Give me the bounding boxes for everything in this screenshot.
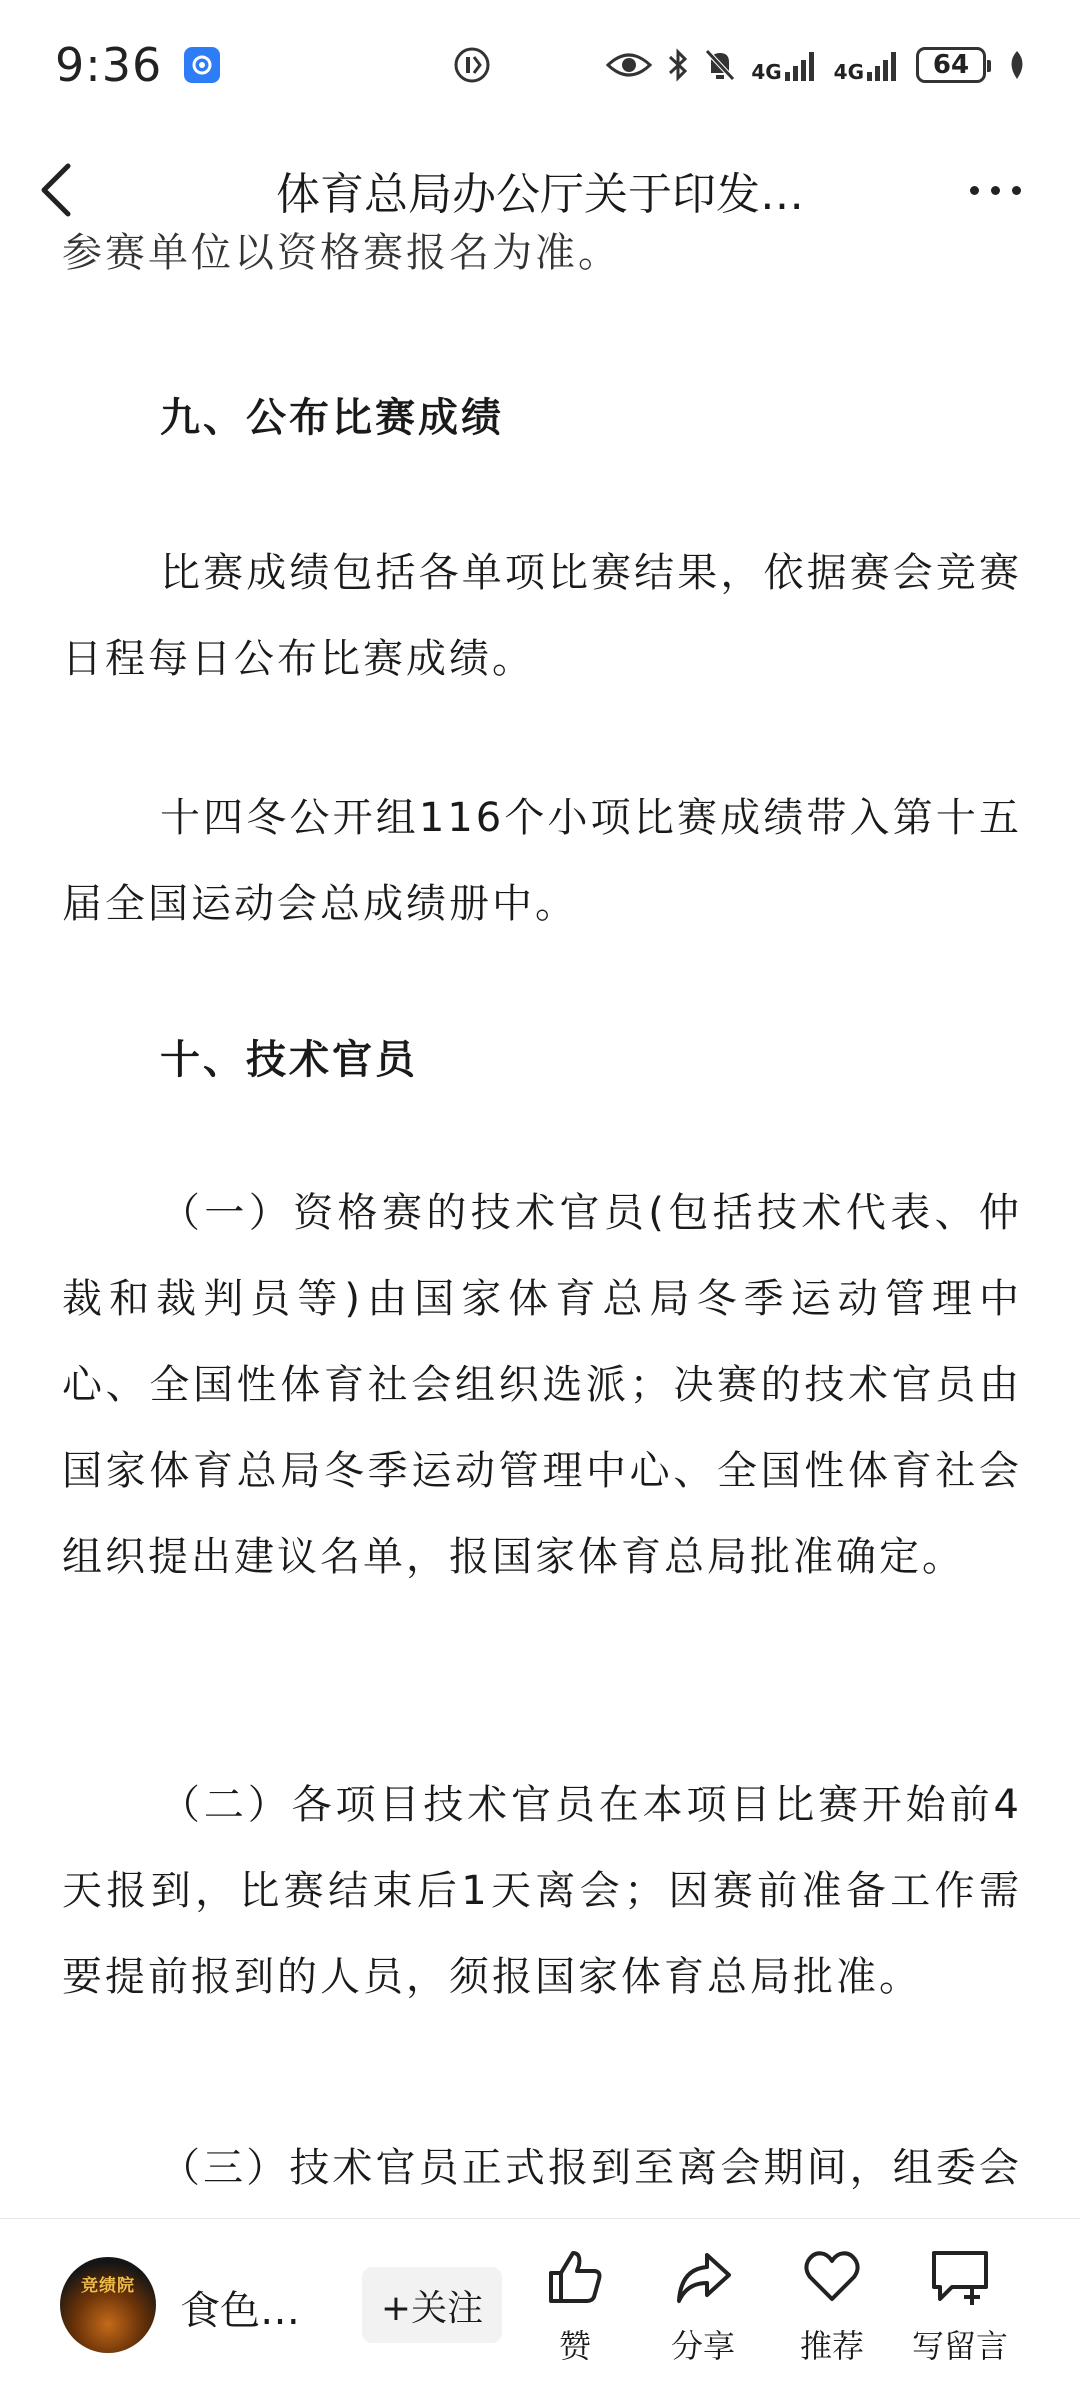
follow-button[interactable]: +关注: [362, 2267, 502, 2343]
author-avatar[interactable]: [60, 2257, 156, 2353]
comment-add-icon: [928, 2247, 992, 2307]
signal-bars-icon: [866, 48, 902, 82]
more-options-button[interactable]: [970, 170, 1040, 210]
recommend-button[interactable]: [772, 2247, 892, 2367]
status-bar: [0, 0, 1080, 130]
article-body: [62, 230, 1022, 2218]
data-saver-icon: [452, 45, 492, 89]
mute-bell-icon: [703, 47, 737, 83]
like-label: 赞: [558, 2327, 591, 2365]
bluetooth-icon: [667, 47, 689, 83]
article-paragraph: （一）资格赛的技术官员(包括技术代表、仲裁和裁判员等)由国家体育总局冬季运动管理中心、全国性体育社会组织选派；决赛的技术官员由国家体育总局冬季运动管理中心、全国性体育社会组织提出建议名单，报国家体育总局批准确定。: [62, 1190, 1022, 1580]
dot: [1012, 186, 1021, 195]
eye-icon: [605, 50, 653, 80]
signal-bars-icon: [784, 48, 820, 82]
network-type-label: 4G: [833, 60, 864, 84]
write-comment-label: 写留言: [911, 2327, 1008, 2365]
like-button[interactable]: [515, 2247, 635, 2367]
recommend-label: 推荐: [799, 2327, 864, 2365]
bottom-action-bar: [0, 2218, 1080, 2389]
article-paragraph: 十四冬公开组116个小项比赛成绩带入第十五届全国运动会总成绩册中。: [62, 795, 1022, 927]
leaf-icon: [1006, 49, 1028, 81]
heart-icon: [802, 2247, 862, 2307]
share-arrow-icon: [673, 2247, 733, 2307]
article-partial-line: 参赛单位以资格赛报名为准。: [62, 230, 621, 276]
status-right: [605, 47, 1028, 83]
article-paragraph: （二）各项目技术官员在本项目比赛开始前4天报到，比赛结束后1天离会；因赛前准备工作需要提前报到的人员，须报国家体育总局批准。: [62, 1782, 1022, 2000]
write-comment-button[interactable]: [900, 2247, 1020, 2367]
network-type-label: 4G: [751, 60, 782, 84]
avatar-logo-text: 竞绩院: [81, 2276, 135, 2296]
status-time: 9:36: [55, 38, 163, 92]
article-paragraph: 比赛成绩包括各单项比赛结果，依据赛会竞赛日程每日公布比赛成绩。: [62, 550, 1022, 682]
section-heading-9: 九、公布比赛成绩: [160, 395, 504, 441]
author-name[interactable]: 食色…: [180, 2288, 300, 2334]
dot: [991, 186, 1000, 195]
battery-indicator: 64: [916, 47, 986, 83]
dot: [970, 186, 979, 195]
signal-1: [751, 48, 819, 82]
page-title: 体育总局办公厅关于印发…: [276, 169, 804, 220]
section-heading-10: 十、技术官员: [160, 1037, 418, 1083]
article-paragraph: （三）技术官员正式报到至离会期间，组委会: [160, 2145, 1022, 2191]
share-button[interactable]: [643, 2247, 763, 2367]
app-notification-icon: [184, 47, 220, 83]
status-left: [55, 38, 220, 92]
thumbs-up-icon: [545, 2247, 605, 2307]
share-label: 分享: [670, 2327, 735, 2365]
signal-2: [834, 48, 902, 82]
